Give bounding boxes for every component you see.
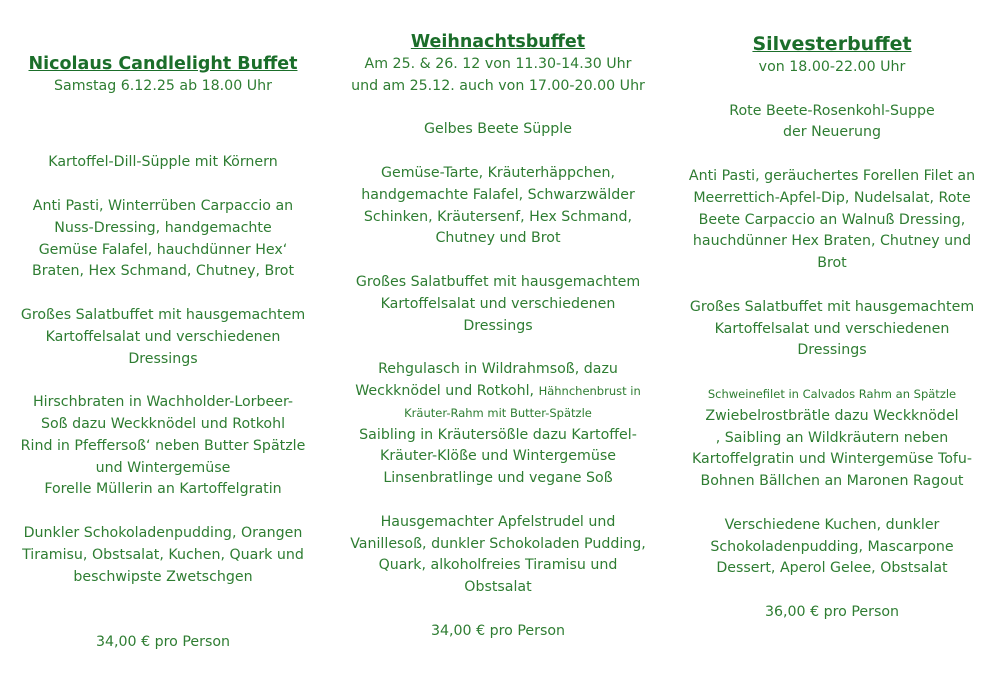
weihnacht-salad-line: Dressings [463,317,533,334]
nicolaus-dessert-line: Dunkler Schokoladenpudding, Orangen [23,524,303,541]
nicolaus-main-line: Soß dazu Weckknödel und Rotkohl [40,415,286,432]
nicolaus-title: Nicolaus Candlelight Buffet [28,54,298,74]
weihnacht-dessert-line: Vanillesoß, dunkler Schokoladen Pudding, [350,535,646,552]
weihnacht-date-line: Am 25. & 26. 12 von 11.30-14.30 Uhr [364,56,632,72]
nicolaus-starter-line: Gemüse Falafel, hauchdünner Hex‘ [38,241,288,258]
silvester-date: von 18.00-22.00 Uhr [758,59,906,75]
nicolaus-date: Samstag 6.12.25 ab 18.00 Uhr [54,78,272,94]
nicolaus-price: 34,00 € pro Person [95,633,231,650]
nicolaus-main-line: Forelle Müllerin an Kartoffelgratin [44,481,282,498]
nicolaus-main-line: Hirschbraten in Wachholder-Lorbeer- [32,394,294,411]
nicolaus-salad-line: Kartoffelsalat und verschiedenen [45,328,281,345]
nicolaus-starter-line: Nuss-Dressing, handgemachte [54,219,272,236]
silvester-starter-line: hauchdünner Hex Braten, Chutney und [692,233,972,250]
weihnacht-dessert-line: Hausgemachter Apfelstrudel und [380,513,616,530]
weihnacht-starter-line: Schinken, Kräutersenf, Hex Schmand, [363,208,633,225]
nicolaus-salad-line: Dressings [128,350,198,367]
weihnacht-soup: Gelbes Beete Süpple [424,121,572,138]
weihnacht-dessert-line: Quark, alkoholfreies Tiramisu und [378,557,618,574]
silvester-price: 36,00 € pro Person [764,603,900,620]
silvester-dessert-line: Verschiedene Kuchen, dunkler [724,516,940,533]
nicolaus-dessert-line: Tiramisu, Obstsalat, Kuchen, Quark und [22,546,304,563]
nicolaus-main-line: und Wintergemüse [95,459,231,476]
silvester-starter-line: Beete Carpaccio an Walnuß Dressing, [698,211,966,228]
silvester-title: Silvesterbuffet [752,33,912,55]
weihnacht-main-line: Kräuter-Klöße und Wintergemüse [380,448,616,465]
silvester-main-line: Kartoffelgratin und Wintergemüse Tofu- [691,451,973,468]
weihnacht-main-line-small: Kräuter-Rahm mit Butter-Spätzle [404,405,592,420]
silvester-menu [674,31,990,624]
silvester-starter-line: Anti Pasti, geräuchertes Forellen Filet an [688,167,976,184]
weihnacht-main-line: Linsenbratlinge und vegane Soß [383,470,613,487]
weihnacht-starter-line: handgemachte Falafel, Schwarzwälder [361,186,635,203]
silvester-main-line: Bohnen Bällchen an Maronen Ragout [700,473,964,490]
weihnacht-price: 34,00 € pro Person [430,622,566,639]
weihnacht-salad-line: Großes Salatbuffet mit hausgemachtem [355,273,641,290]
silvester-soup-line: Rote Beete-Rosenkohl-Suppe [729,102,935,119]
nicolaus-soup: Kartoffel-Dill-Süpple mit Körnern [48,154,278,171]
nicolaus-starter-line: Anti Pasti, Winterrüben Carpaccio an [32,197,294,214]
weihnacht-date-line: und am 25.12. auch von 17.00-20.00 Uhr [351,77,645,94]
silvester-starter-line: Brot [817,255,847,272]
silvester-soup-line: der Neuerung [783,124,881,141]
weihnacht-main-line [340,381,656,403]
weihnacht-salad-line: Kartoffelsalat und verschiedenen [380,295,616,312]
silvester-salad-line: Kartoffelsalat und verschiedenen [714,320,950,337]
silvester-main-line: Zwiebelrostbrätle dazu Weckknödel [705,407,959,424]
weihnacht-main-part-small: Hähnchenbrust in [538,383,641,398]
silvester-main-line-small: Schweinefilet in Calvados Rahm an Spätzle [707,386,957,401]
weihnacht-menu [340,30,656,643]
weihnacht-title: Weihnachtsbuffet [410,32,586,52]
weihnacht-dessert-line: Obstsalat [464,579,532,596]
weihnacht-main-line: Rehgulasch in Wildrahmsoß, dazu [378,361,618,378]
weihnacht-main-part: Weckknödel und Rotkohl, [355,382,535,399]
weihnacht-starter-line: Gemüse-Tarte, Kräuterhäppchen, [380,164,616,181]
silvester-main-line: , Saibling an Wildkräutern neben [715,429,949,446]
nicolaus-main-line: Rind in Pfeffersoß‘ neben Butter Spätzle [20,437,306,454]
nicolaus-salad-line: Großes Salatbuffet mit hausgemachtem [20,306,306,323]
nicolaus-menu [5,52,321,654]
silvester-starter-line: Meerrettich-Apfel-Dip, Nudelsalat, Rote [693,189,971,206]
weihnacht-main-line: Saibling in Kräutersößle dazu Kartoffel- [359,426,637,443]
nicolaus-starter-line: Braten, Hex Schmand, Chutney, Brot [31,263,295,280]
silvester-dessert-line: Schokoladenpudding, Mascarpone [710,538,954,555]
weihnacht-starter-line: Chutney und Brot [435,230,561,247]
silvester-dessert-line: Dessert, Aperol Gelee, Obstsalat [716,560,948,577]
silvester-salad-line: Dressings [797,342,867,359]
nicolaus-dessert-line: beschwipste Zwetschgen [73,568,253,585]
silvester-salad-line: Großes Salatbuffet mit hausgemachtem [689,298,975,315]
